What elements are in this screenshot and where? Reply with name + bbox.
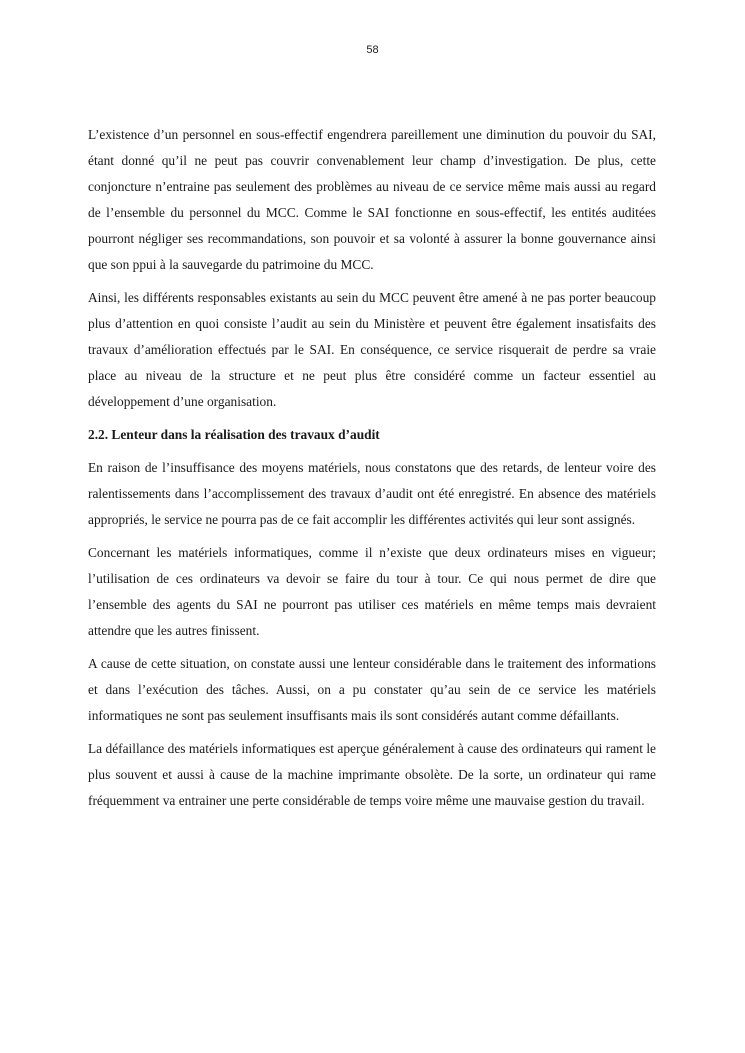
paragraph-understaffing-power: L’existence d’un personnel en sous-effectif engendrera pareillement une diminution du pouvoir du SAI, étant donné qu’il ne peut pas couvrir convenablement leur champ d’investigation. De plus, cette conjoncture n’entraine pas seulement des problèmes au niveau de ce service même mais aussi au regard de l’ensemble du personnel du MCC. Comme le SAI fonctionne en sous-effectif, les entités auditées pourront négliger ses recommandations, son pouvoir et sa volonté à assurer la bonne gouvernance ainsi que son ppui à la sauvegarde du patrimoine du MCC. (88, 127, 656, 272)
paragraph-computers-shared: Concernant les matériels informatiques, comme il n’existe que deux ordinateurs mises en vigueur; l’utilisation de ces ordinateurs va devoir se faire du tour à tour. Ce qui nous permet de dire que l’ensemble des agents du SAI ne pourront pas utiliser ces matériels en même temps mais devraient attendre que les autres finissent. (88, 545, 656, 638)
section-heading: 2.2. Lenteur dans la réalisation des travaux d’audit (88, 427, 380, 442)
paragraph-equipment-failure: La défaillance des matériels informatiques est aperçue généralement à cause des ordinateurs qui rament le plus souvent et aussi à cause de la machine imprimante obsolète. De la sorte, un ordinateur qui rame fréquemment va entrainer une perte considérable de temps voire même une mauvaise gestion du travail. (88, 741, 656, 808)
paragraph-responsables-attention: Ainsi, les différents responsables existants au sein du MCC peuvent être amené à ne pas porter beaucoup plus d’attention en quoi consiste l’audit au sein du Ministère et peuvent être également insatisfaits des travaux d’amélioration effectués par le SAI. En conséquence, ce service risquerait de perdre sa vraie place au niveau de la structure et ne peut plus être considéré comme un facteur essentiel au développement d’une organisation. (88, 290, 656, 409)
page-number: 58 (366, 44, 379, 56)
paragraph-insufficient-means: En raison de l’insuffisance des moyens matériels, nous constatons que des retards, de lenteur voire des ralentissements dans l’accomplissement des travaux d’audit ont été enregistré. En absence des matériels appropriés, le service ne pourra pas de ce fait accomplir les différentes activités qui leur sont assignés. (88, 460, 656, 527)
paragraph-slowness-processing: A cause de cette situation, on constate aussi une lenteur considérable dans le traitement des informations et dans l’exécution des tâches. Aussi, on a pu constater qu’au sein de ce service les matériels informatiques ne sont pas seulement insuffisants mais ils sont considérés autant comme défaillants. (88, 656, 656, 723)
document-body (88, 122, 656, 821)
